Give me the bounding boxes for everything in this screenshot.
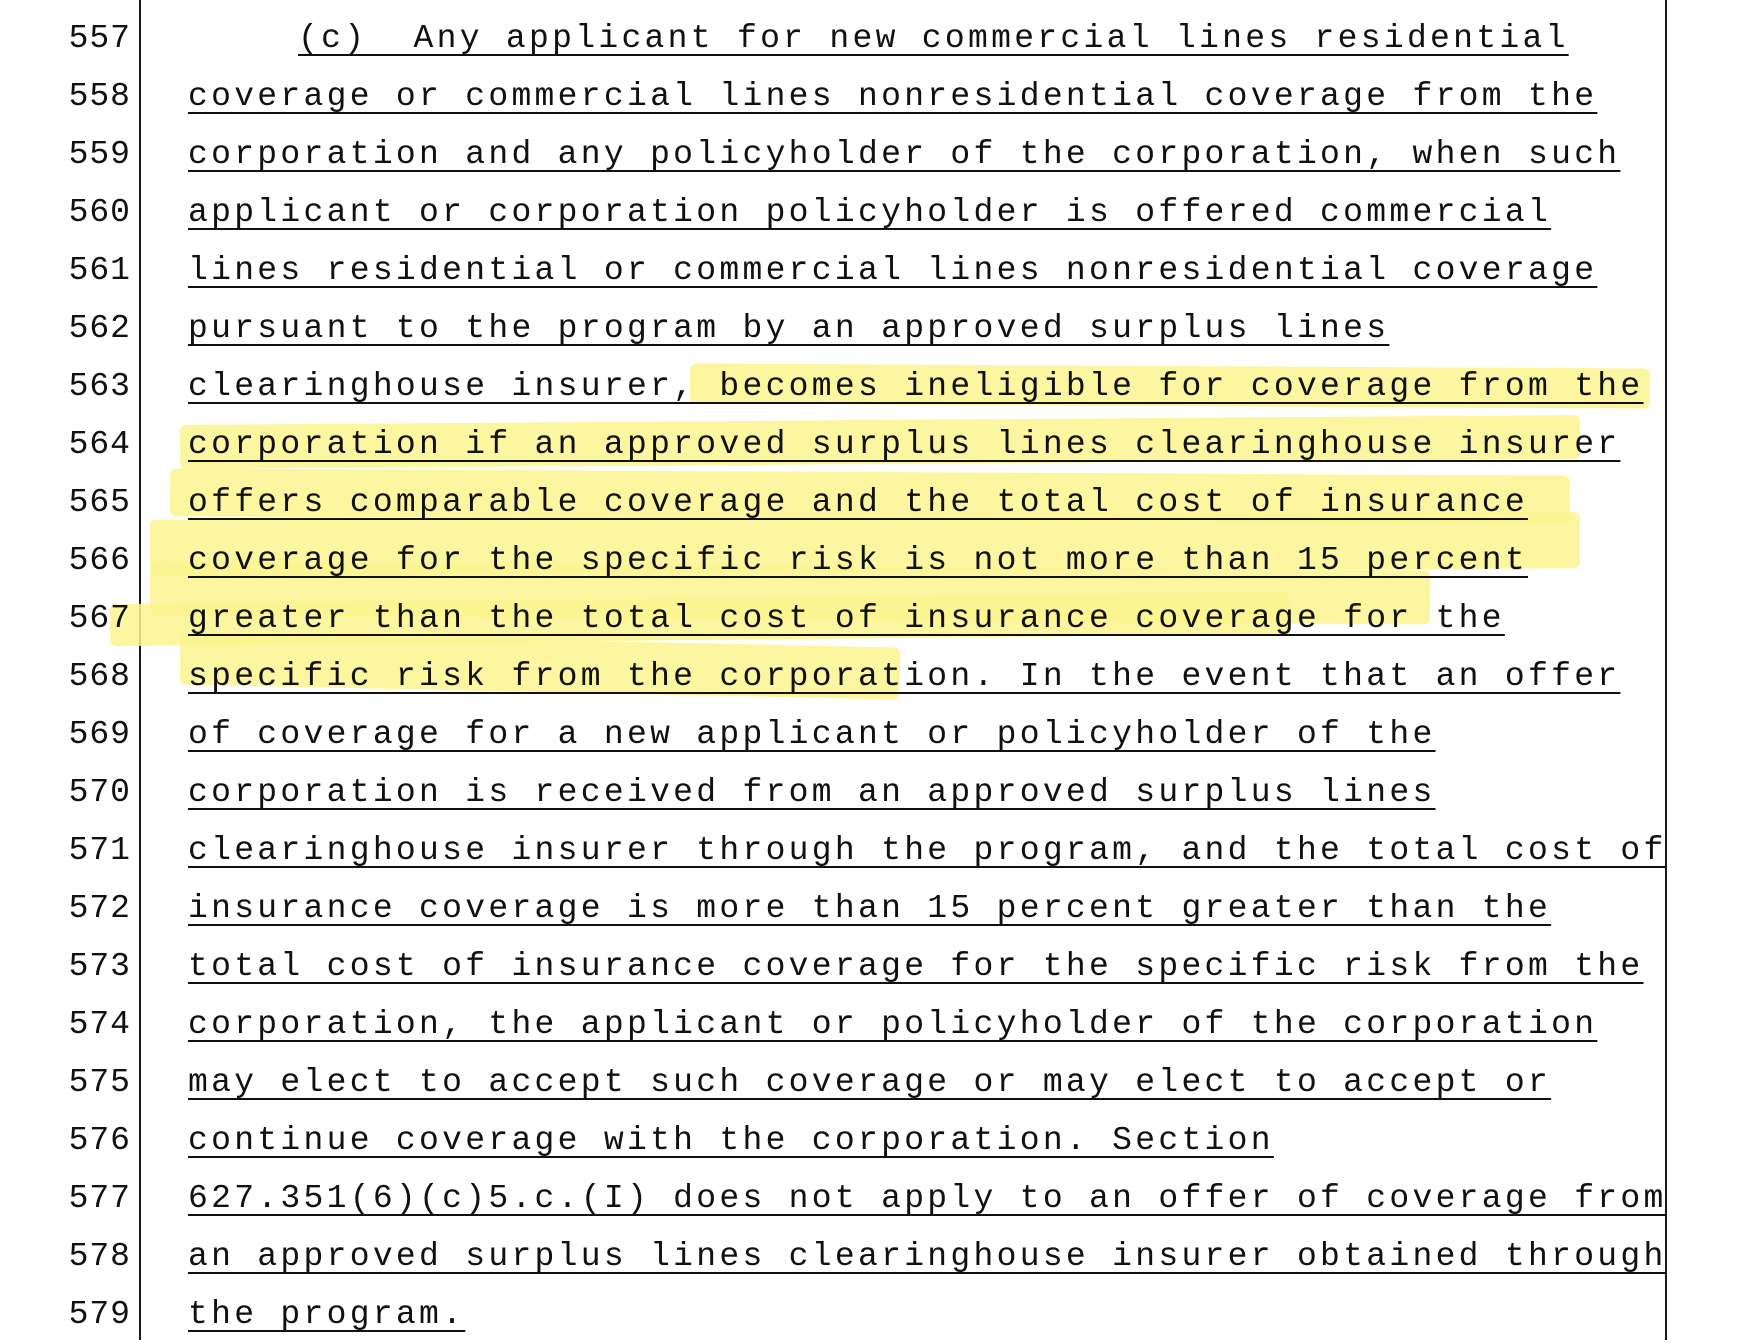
text-line <box>188 126 1658 184</box>
line-number: 564 <box>68 426 131 463</box>
text-line <box>188 880 1658 938</box>
line-number: 571 <box>68 832 131 869</box>
line-text: insurance coverage is more than 15 percent greater than the <box>188 890 1552 927</box>
text-line <box>188 1054 1658 1112</box>
line-number: 567 <box>68 600 131 637</box>
line-text: coverage or commercial lines nonresidential coverage from the <box>188 78 1598 115</box>
line-text: greater than the total cost of insurance coverage for the <box>188 600 1505 637</box>
text-line <box>188 996 1658 1054</box>
line-text: (c) Any applicant for new commercial lines residential <box>298 20 1569 57</box>
line-number: 575 <box>68 1064 131 1101</box>
line-text: corporation if an approved surplus lines clearinghouse insurer <box>188 426 1621 463</box>
line-number: 559 <box>68 136 131 173</box>
line-text: clearinghouse insurer, becomes ineligible for coverage from the <box>188 368 1644 405</box>
line-number: 570 <box>68 774 131 811</box>
text-line <box>188 68 1658 126</box>
line-number: 560 <box>68 194 131 231</box>
line-text: continue coverage with the corporation. Section <box>188 1122 1274 1159</box>
line-number: 558 <box>68 78 131 115</box>
line-number-column <box>0 10 131 1344</box>
line-text: lines residential or commercial lines nonresidential coverage <box>188 252 1598 289</box>
text-line <box>188 1170 1667 1228</box>
line-text: pursuant to the program by an approved surplus lines <box>188 310 1390 347</box>
line-number: 578 <box>68 1238 131 1275</box>
line-number: 563 <box>68 368 131 405</box>
line-text: of coverage for a new applicant or policyholder of the <box>188 716 1436 753</box>
text-line <box>188 590 1658 648</box>
statute-text-body <box>188 10 1667 1344</box>
line-text: corporation and any policyholder of the corporation, when such <box>188 136 1621 173</box>
line-number: 568 <box>68 658 131 695</box>
text-line <box>188 822 1667 880</box>
text-line <box>188 184 1658 242</box>
line-text: specific risk from the corporation. In the event that an offer <box>188 658 1621 695</box>
text-line <box>188 416 1658 474</box>
line-number: 573 <box>68 948 131 985</box>
text-line <box>188 938 1658 996</box>
text-line <box>188 532 1658 590</box>
line-number: 574 <box>68 1006 131 1043</box>
text-line <box>188 242 1658 300</box>
line-number: 565 <box>68 484 131 521</box>
text-line <box>188 648 1658 706</box>
line-text: corporation, the applicant or policyholder of the corporation <box>188 1006 1598 1043</box>
right-margin-rule <box>1665 0 1667 1340</box>
line-number: 557 <box>68 20 131 57</box>
text-line <box>188 1112 1658 1170</box>
line-number: 577 <box>68 1180 131 1217</box>
text-line <box>188 474 1658 532</box>
text-line <box>188 1286 1658 1344</box>
line-text: may elect to accept such coverage or may elect to accept or <box>188 1064 1552 1101</box>
line-number: 579 <box>68 1296 131 1333</box>
left-margin-rule <box>139 0 141 1340</box>
line-text: coverage for the specific risk is not more than 15 percent <box>188 542 1528 579</box>
text-line <box>188 764 1658 822</box>
line-number: 569 <box>68 716 131 753</box>
text-line <box>188 706 1658 764</box>
text-line <box>188 358 1658 416</box>
line-number: 576 <box>68 1122 131 1159</box>
line-text: the program. <box>188 1296 466 1333</box>
text-line <box>188 300 1658 358</box>
line-text: offers comparable coverage and the total cost of insurance <box>188 484 1528 521</box>
text-line <box>188 1228 1667 1286</box>
text-line <box>188 10 1658 68</box>
line-text: applicant or corporation policyholder is offered commercial <box>188 194 1552 231</box>
line-number: 561 <box>68 252 131 289</box>
line-text: corporation is received from an approved surplus lines <box>188 774 1436 811</box>
line-text: clearinghouse insurer through the program, and the total cost of <box>188 832 1667 869</box>
line-text: 627.351(6)(c)5.c.(I) does not apply to an offer of coverage from <box>188 1180 1667 1217</box>
line-number: 562 <box>68 310 131 347</box>
line-number: 566 <box>68 542 131 579</box>
line-number: 572 <box>68 890 131 927</box>
line-text: an approved surplus lines clearinghouse insurer obtained through <box>188 1238 1667 1275</box>
line-text: total cost of insurance coverage for the specific risk from the <box>188 948 1644 985</box>
